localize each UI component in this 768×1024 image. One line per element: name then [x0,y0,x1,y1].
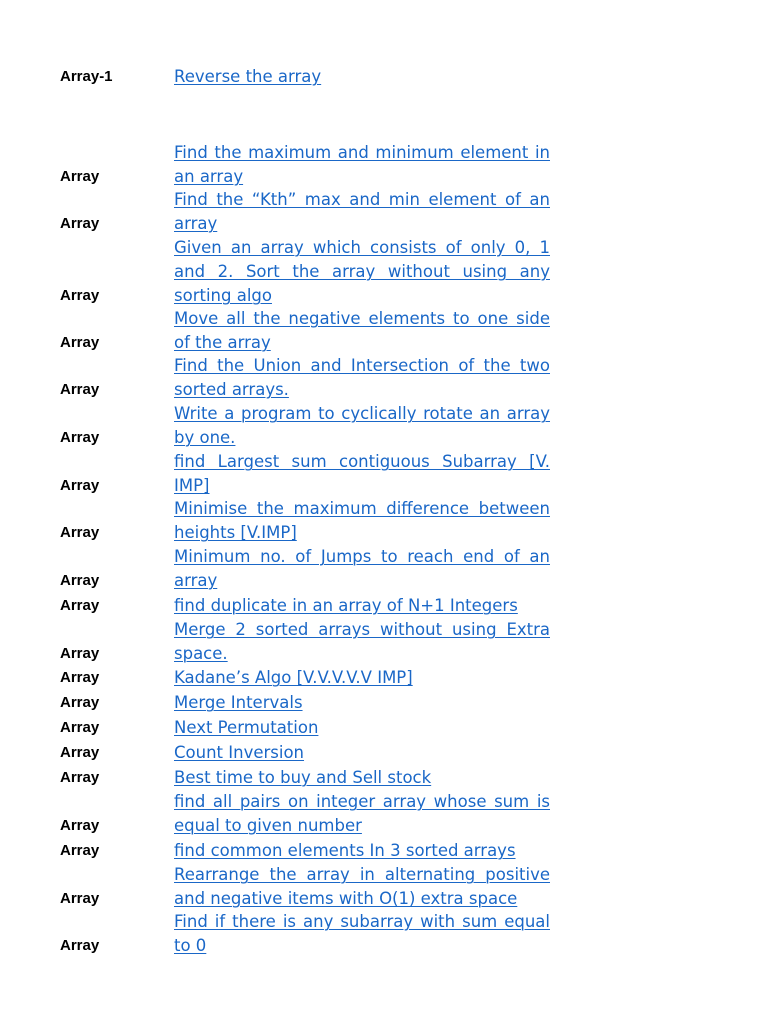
table-row [0,594,768,618]
table-row [0,790,768,838]
category-label: Array [60,890,100,907]
category-label: Array [60,817,100,834]
table-row [0,766,768,790]
topic-link[interactable]: Merge Intervals [174,693,303,712]
category-label: Array [60,287,100,304]
category-label: Array [60,429,100,446]
table-row [0,716,768,740]
table-row [0,497,768,545]
table-row [0,741,768,765]
topic-link[interactable]: find Largest sum contiguous Subarray [V. IMP] [174,452,550,495]
topic-link[interactable]: Given an array which consists of only 0, 1 and 2. Sort the array without using any sorting algo [174,238,550,305]
topic-link[interactable]: Count Inversion [174,743,305,762]
table-row [0,666,768,690]
topic-link[interactable]: Kadane’s Algo [V.V.V.V.V IMP] [174,668,413,687]
topic-link[interactable]: Merge 2 sorted arrays without using Extra space. [174,620,550,663]
category-label: Array [60,937,100,954]
table-row [0,618,768,666]
topic-link[interactable]: Find if there is any subarray with sum equal to 0 [174,912,550,955]
topic-link[interactable]: Reverse the array [174,67,322,86]
table-row [0,354,768,402]
topic-link[interactable]: Rearrange the array in alternating positive and negative items with O(1) extra space [174,865,550,908]
category-label: Array [60,769,100,786]
category-label: Array [60,381,100,398]
category-label: Array [60,694,100,711]
table-row [0,910,768,958]
category-label: Array [60,572,100,589]
topic-link[interactable]: Best time to buy and Sell stock [174,768,432,787]
category-label: Array [60,719,100,736]
table-row [0,450,768,498]
table-row [0,307,768,355]
category-label: Array [60,744,100,761]
category-label: Array [60,842,100,859]
topic-link[interactable]: find common elements In 3 sorted arrays [174,841,516,860]
topic-link[interactable]: Minimum no. of Jumps to reach end of an array [174,547,550,590]
category-label: Array [60,215,100,232]
topic-link[interactable]: find all pairs on integer array whose sum is equal to given number [174,792,550,835]
table-row [0,691,768,715]
topic-link[interactable]: Next Permutation [174,718,319,737]
category-label: Array-1 [60,68,113,85]
table-row [0,188,768,236]
category-label: Array [60,597,100,614]
topic-link[interactable]: Write a program to cyclically rotate an array by one. [174,404,550,447]
category-label: Array [60,645,100,662]
category-label: Array [60,669,100,686]
table-row [0,65,768,89]
table-row [0,545,768,593]
topic-link[interactable]: Find the maximum and minimum element in an array [174,143,550,186]
table-row [0,402,768,450]
category-label: Array [60,168,100,185]
topic-link[interactable]: find duplicate in an array of N+1 Integers [174,596,518,615]
category-label: Array [60,334,100,351]
category-label: Array [60,477,100,494]
table-row [0,863,768,911]
topic-link[interactable]: Find the “Kth” max and min element of an array [174,190,550,233]
table-row [0,236,768,308]
topic-link[interactable]: Find the Union and Intersection of the two sorted arrays. [174,356,550,399]
table-row [0,839,768,863]
table-row [0,141,768,189]
topic-link[interactable]: Minimise the maximum difference between heights [V.IMP] [174,499,550,542]
category-label: Array [60,524,100,541]
topic-link[interactable]: Move all the negative elements to one side of the array [174,309,550,352]
